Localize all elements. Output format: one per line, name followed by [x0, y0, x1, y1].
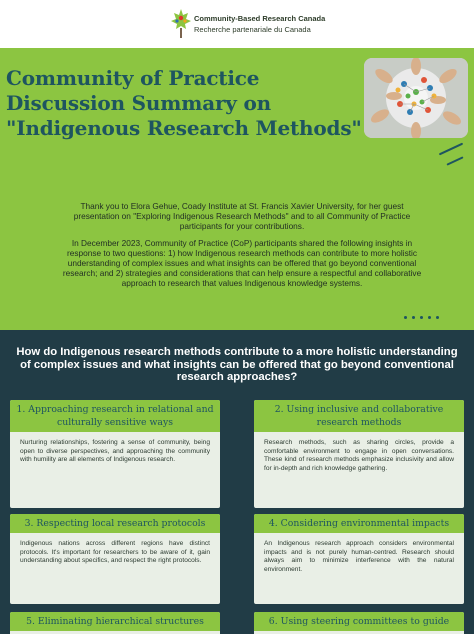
- intro-section: [0, 48, 474, 330]
- decorative-dot: [404, 316, 407, 319]
- decorative-dot: [420, 316, 423, 319]
- insight-card-5: [10, 612, 220, 634]
- page-header: [0, 0, 474, 48]
- card-body: Nurturing relationships, fostering a sense of community, being open to diverse perspectives, and approaching the community with humility are all elements of Indigenous research.: [20, 439, 210, 464]
- card-title: 4. Considering environmental impacts: [254, 514, 464, 533]
- org-name-fr: Recherche partenariale du Canada: [194, 25, 311, 34]
- card-body: An Indigenous research approach considers environmental impacts and is not purely human-centred. Research should always aim to minimize interference with the natural environment.: [264, 540, 454, 573]
- title-line-3: "Indigenous Research Methods": [6, 116, 362, 140]
- maple-leaf-logo-icon: [170, 6, 192, 40]
- card-title: 3. Respecting local research protocols: [10, 514, 220, 533]
- insight-card-4: [254, 514, 464, 604]
- intro-text: [62, 201, 422, 289]
- card-title: 5. Eliminating hierarchical structures: [10, 612, 220, 631]
- page-title: [6, 66, 362, 141]
- hands-with-people-icons-image: [364, 58, 468, 138]
- card-body: Indigenous nations across different regions have distinct protocols. It's important for researchers to be aware of it, gain understanding about specifics, and respect the right protocols.: [20, 540, 210, 565]
- org-name-en: Community-Based Research Canada: [194, 14, 326, 23]
- summary-paragraph: In December 2023, Community of Practice (CoP) participants shared the following insights in response to two questions: 1) how Indigenous research methods can contribute to more holistic understanding of complex issues and what insights can be offered that go beyond conventional research; and 2) strategies and considerations that can help ensure a respectful and collaborative approach to research that values Indigenous knowledge systems.: [62, 237, 422, 289]
- insight-card-3: [10, 514, 220, 604]
- card-body: Research methods, such as sharing circles, provide a comfortable environment to engage in open conversations. These kind of research methods emphasize inclusivity and allow for in-depth and rich knowledge gathering.: [264, 439, 454, 472]
- card-title: 1. Approaching research in relational and culturally sensitive ways: [10, 400, 220, 432]
- title-line-2: Discussion Summary on: [6, 91, 271, 115]
- decorative-dash: [439, 143, 463, 156]
- decorative-dash: [446, 156, 463, 165]
- card-title: 2. Using inclusive and collaborative research methods: [254, 400, 464, 432]
- insight-card-1: [10, 400, 220, 508]
- insights-section: [0, 330, 474, 634]
- org-logo: [170, 6, 330, 42]
- hands-network-photo: [364, 58, 468, 138]
- decorative-dot: [412, 316, 415, 319]
- question-heading: How do Indigenous research methods contribute to a more holistic understanding of complex issues and what insights can be offered that go beyond conventional research approaches?: [16, 346, 458, 383]
- title-line-1: Community of Practice: [6, 66, 260, 90]
- insight-card-2: [254, 400, 464, 508]
- decorative-dot: [436, 316, 439, 319]
- insight-card-6: [254, 612, 464, 634]
- thanks-paragraph: Thank you to Elora Gehue, Coady Institute at St. Francis Xavier University, for her guest presentation on "Exploring Indigenous Research Methods" and to all Community of Practice participants for your contributions.: [73, 201, 411, 232]
- card-title: 6. Using steering committees to guide: [254, 612, 464, 631]
- decorative-dot: [428, 316, 431, 319]
